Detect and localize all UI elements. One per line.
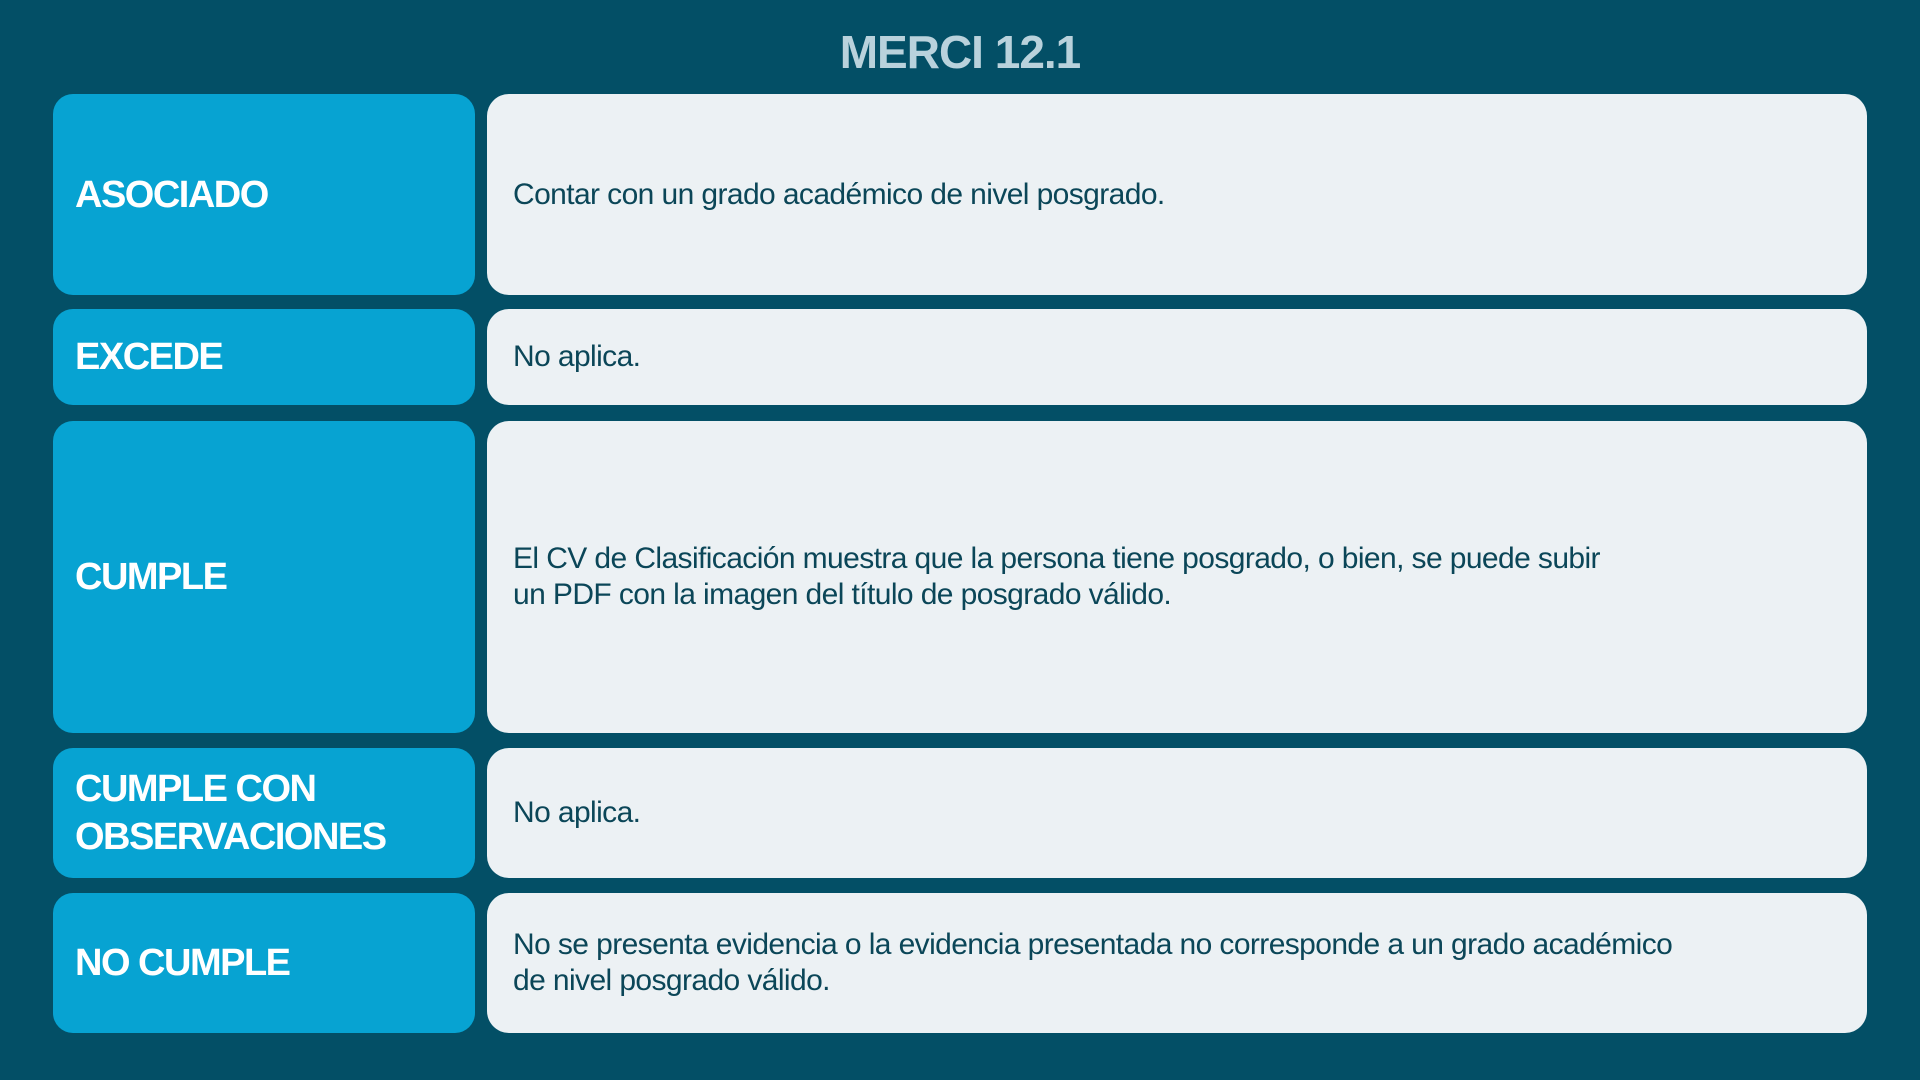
row-description-text: No aplica. <box>513 796 641 829</box>
row-description <box>487 421 1867 733</box>
page-title: MERCI 12.1 <box>839 26 1081 78</box>
row-description-text: Contar con un grado académico de nivel posgrado. <box>513 177 1165 211</box>
row-label <box>53 94 475 295</box>
row-description <box>487 94 1867 295</box>
criteria-row-excede <box>53 309 1867 405</box>
row-description <box>487 748 1867 878</box>
criteria-row-cumple <box>53 421 1867 733</box>
criteria-row-cumple-con-observaciones <box>53 748 1867 878</box>
row-label-text: ASOCIADO <box>75 173 268 216</box>
row-description <box>487 309 1867 405</box>
row-label-text: CUMPLE <box>75 556 227 598</box>
row-description <box>487 893 1867 1033</box>
row-description-text: El CV de Clasificación muestra que la persona tiene posgrado, o bien, se puede subir un PDF con la imagen del título de posgrado válido. <box>513 542 1600 611</box>
row-label <box>53 748 475 878</box>
criteria-row-asociado <box>53 94 1867 295</box>
row-label <box>53 421 475 733</box>
row-label-text: NO CUMPLE <box>75 942 290 984</box>
criteria-row-no-cumple <box>53 893 1867 1033</box>
row-label <box>53 893 475 1033</box>
row-description-text: No aplica. <box>513 340 641 373</box>
row-label <box>53 309 475 405</box>
row-description-text: No se presenta evidencia o la evidencia presentada no corresponde a un grado académico de nivel posgrado válido. <box>513 928 1673 997</box>
row-label-text: CUMPLE CON OBSERVACIONES <box>75 768 386 858</box>
row-label-text: EXCEDE <box>75 336 223 378</box>
